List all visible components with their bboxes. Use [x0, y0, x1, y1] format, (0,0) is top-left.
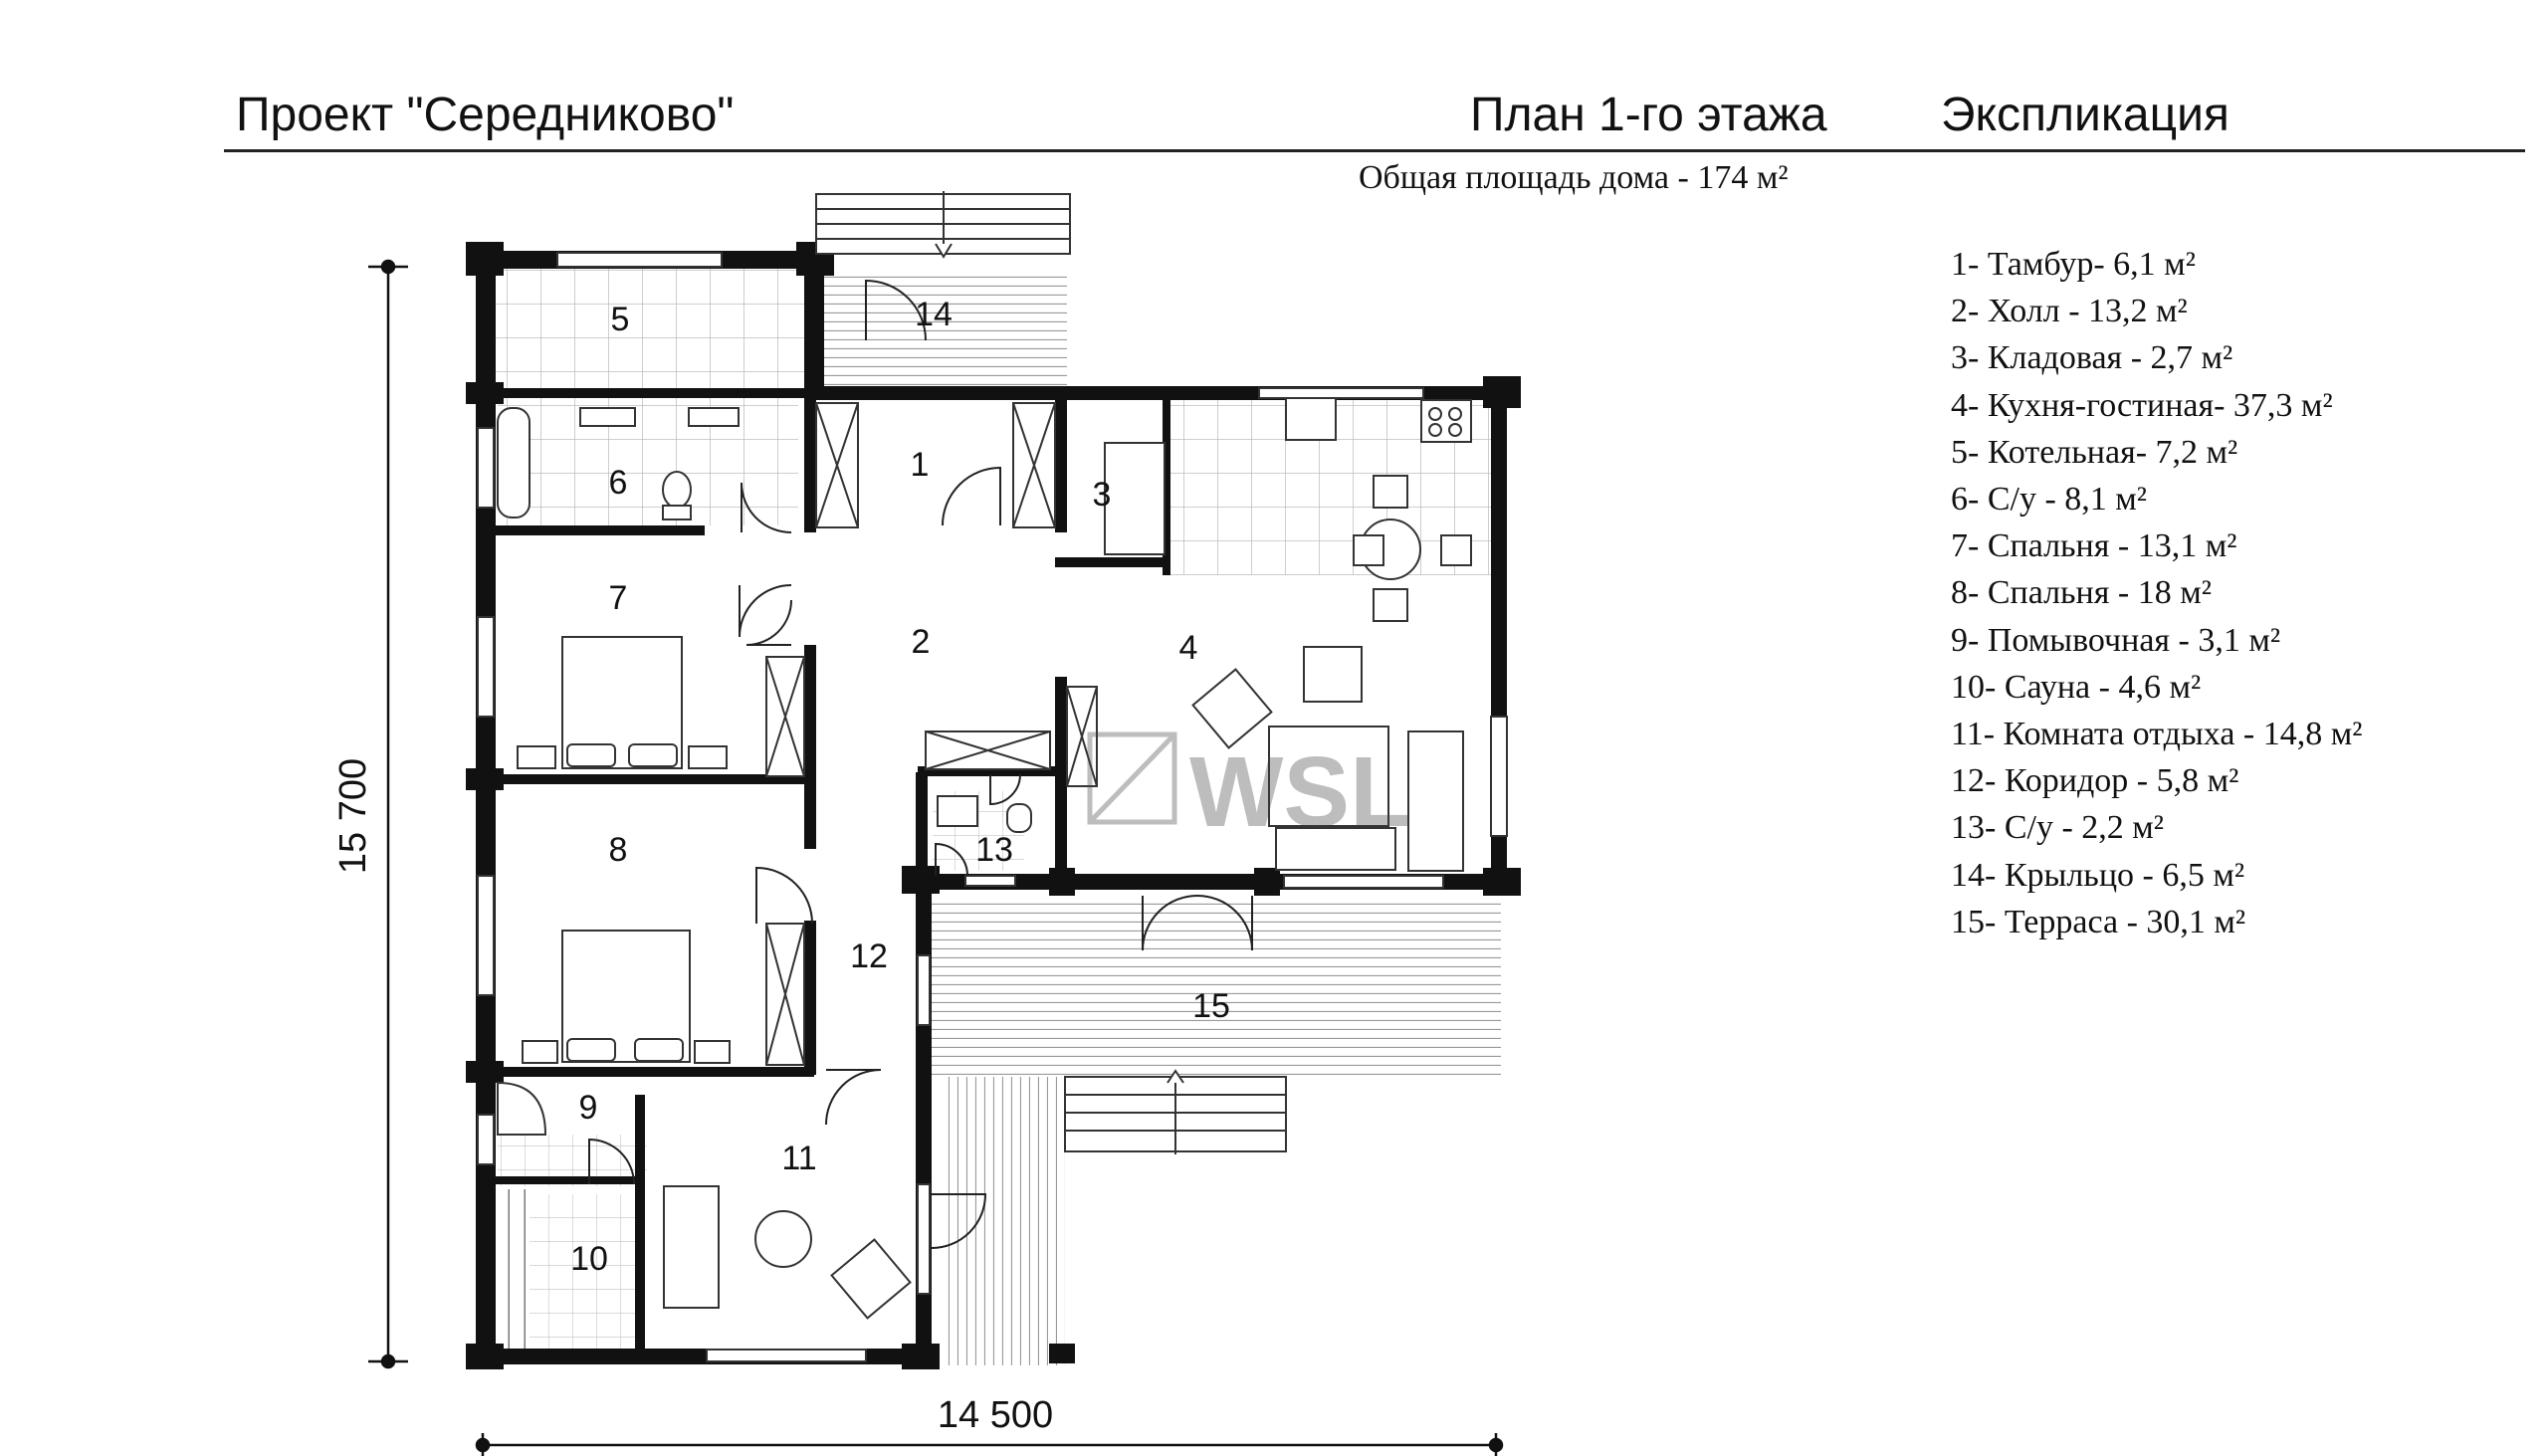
room-label: 9	[578, 1089, 598, 1127]
sofa	[664, 1186, 719, 1308]
height-dimension: 15 700	[332, 757, 374, 875]
round-table	[755, 1211, 811, 1267]
sofa	[1408, 731, 1463, 871]
explication-item: 5- Котельная- 7,2 м²	[1951, 433, 2238, 471]
explication-item: 3- Кладовая - 2,7 м²	[1951, 339, 2233, 377]
bathtub	[498, 408, 530, 518]
washbasin	[580, 408, 635, 426]
room-label: 14	[915, 296, 953, 333]
explication-item: 8- Спальня - 18 м²	[1951, 574, 2212, 612]
room-label: 15	[1192, 987, 1230, 1025]
room-label: 12	[850, 937, 888, 975]
explication-item: 11- Комната отдыха - 14,8 м²	[1951, 716, 2363, 753]
room-label: 2	[911, 623, 931, 661]
room-label: 6	[608, 464, 628, 502]
sink	[1286, 398, 1336, 440]
explication-item: 7- Спальня - 13,1 м²	[1951, 527, 2237, 565]
room-label: 13	[975, 831, 1013, 869]
armchair	[1304, 647, 1362, 702]
watermark	[1090, 734, 1410, 848]
toilet	[1007, 804, 1031, 832]
washbasin	[938, 796, 977, 826]
room-label: 4	[1178, 629, 1198, 667]
project-title: Проект "Середниково"	[236, 89, 735, 141]
watermark-text: WSL	[1189, 736, 1411, 848]
explication-item: 2- Холл - 13,2 м²	[1951, 293, 2188, 330]
room-label: 10	[570, 1240, 608, 1278]
explication-item: 13- С/у - 2,2 м²	[1951, 809, 2164, 847]
washing-machine	[689, 408, 739, 426]
room-label: 3	[1092, 476, 1112, 514]
explication-item: 4- Кухня-гостиная- 37,3 м²	[1951, 386, 2333, 424]
room-label: 5	[610, 301, 630, 338]
room-label: 7	[608, 579, 628, 617]
explication-title: Экспликация	[1941, 89, 2230, 141]
explication-item: 9- Помывочная - 3,1 м²	[1951, 621, 2281, 659]
stove	[1421, 400, 1471, 442]
room-label: 8	[608, 831, 628, 869]
width-dimension: 14 500	[937, 1394, 1054, 1436]
explication-item: 6- С/у - 8,1 м²	[1951, 481, 2147, 519]
room-label: 11	[781, 1140, 817, 1177]
explication-item: 1- Тамбур- 6,1 м²	[1951, 246, 2196, 283]
explication-item: 12- Коридор - 5,8 м²	[1951, 762, 2239, 800]
explication-item: 10- Сауна - 4,6 м²	[1951, 668, 2202, 706]
room-label: 1	[910, 446, 930, 484]
total-area: Общая площадь дома - 174 м²	[1359, 159, 1789, 196]
explication-item: 15- Терраса - 30,1 м²	[1951, 903, 2246, 940]
explication-item: 14- Крыльцо - 6,5 м²	[1951, 856, 2245, 894]
toilet	[663, 472, 691, 508]
plan-title: План 1-го этажа	[1470, 89, 1827, 141]
